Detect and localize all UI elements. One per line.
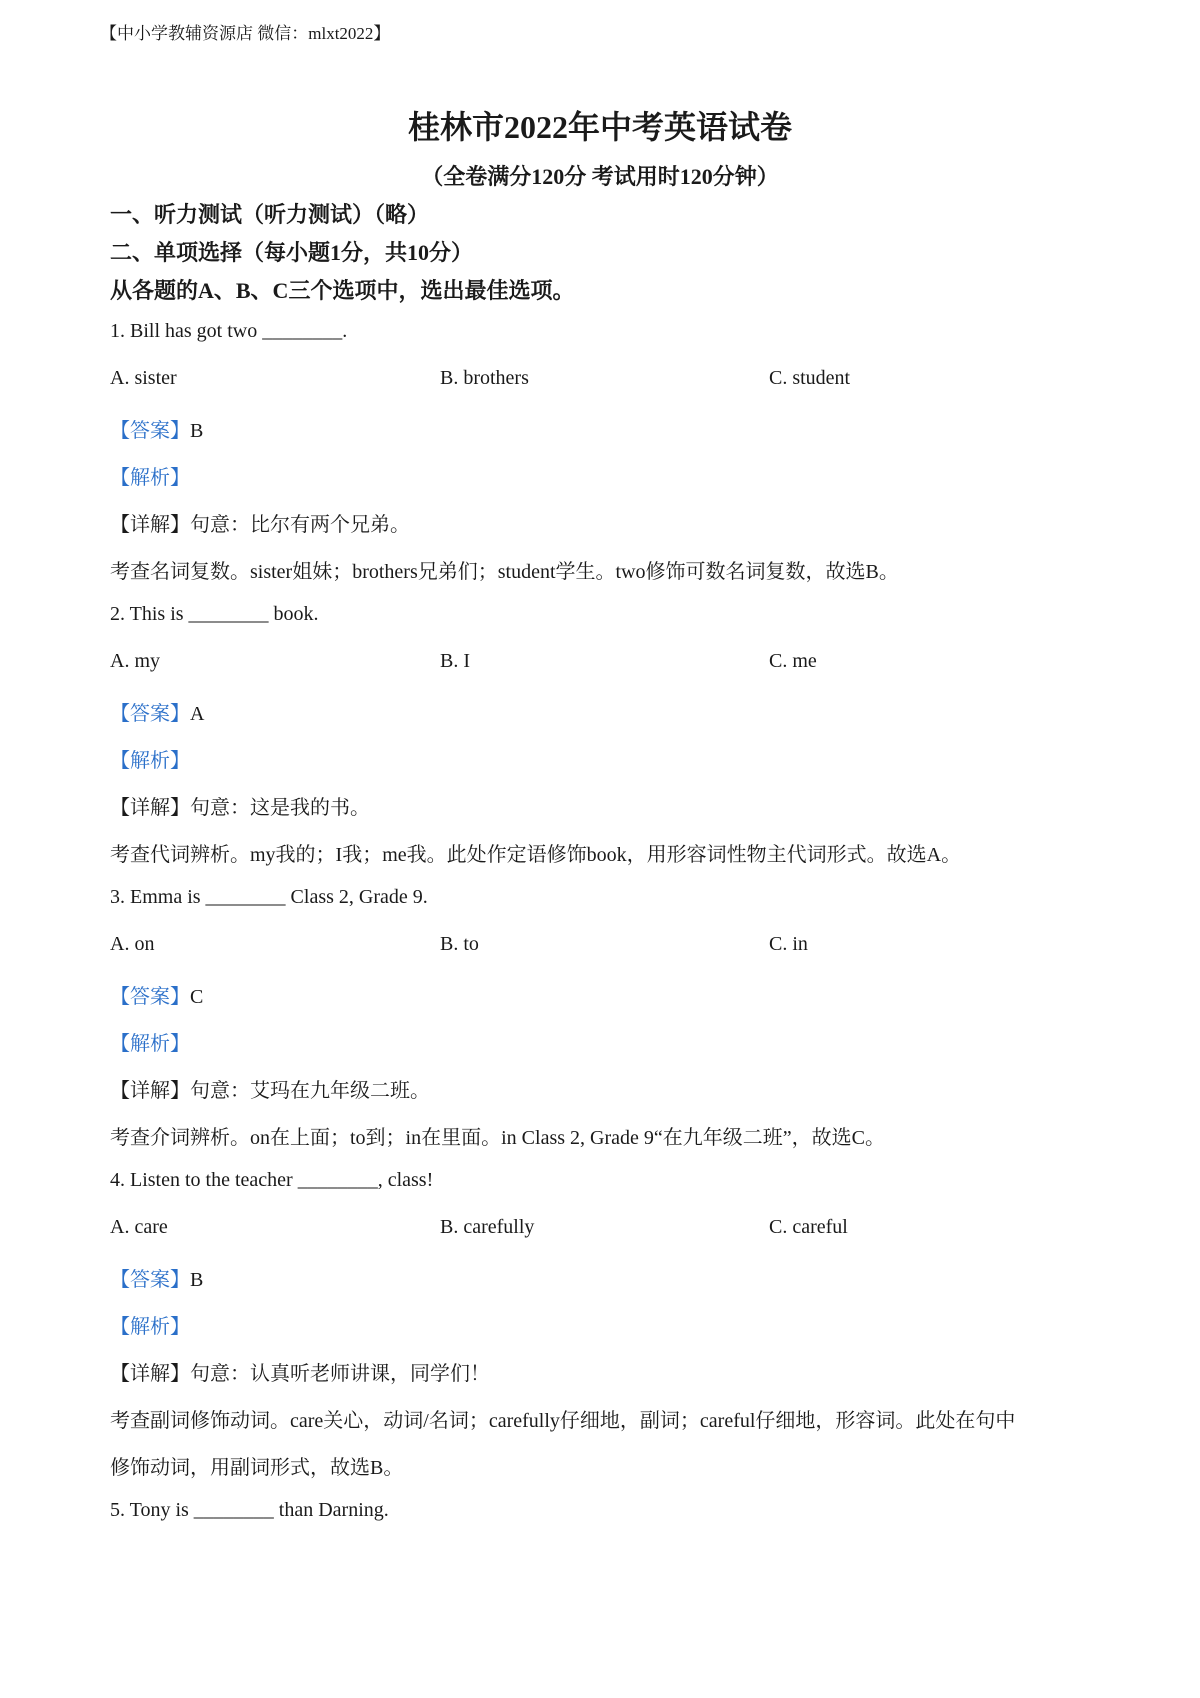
detail-line xyxy=(110,1074,430,1103)
detail-label: 【详解】 xyxy=(110,514,190,536)
analysis-label: 【解析】 xyxy=(110,1316,190,1338)
page-subtitle: （全卷满分120分 考试用时120分钟） xyxy=(421,164,779,189)
detail-line xyxy=(110,508,410,537)
explanation-text: 考查副词修饰动词。care关心，动词/名词；carefully仔细地，副词；careful仔细地，形容词。此处在句中 xyxy=(110,1410,1016,1432)
answer-line xyxy=(110,697,204,726)
detail-line xyxy=(110,791,370,820)
answer-line xyxy=(110,980,203,1009)
answer-label: 【答案】 xyxy=(110,1269,190,1291)
answer-line xyxy=(110,414,203,443)
answer-label: 【答案】 xyxy=(110,420,190,442)
explanation-text: 考查代词辨析。my我的；I我；me我。此处作定语修饰book，用形容词性物主代词形式。故选A。 xyxy=(110,844,962,866)
explanation-text: 考查名词复数。sister姐妹；brothers兄弟们；student学生。two修饰可数名词复数，故选B。 xyxy=(110,561,899,583)
detail-text: 句意：这是我的书。 xyxy=(190,797,370,819)
watermark: 【中小学教辅资源店 微信：mlxt2022】 xyxy=(100,24,391,43)
detail-label: 【详解】 xyxy=(110,1363,190,1385)
question-stem: 4. Listen to the teacher ________, class! xyxy=(110,1169,434,1191)
answer-value: B xyxy=(190,1269,204,1291)
analysis-label: 【解析】 xyxy=(110,1033,190,1055)
analysis-label: 【解析】 xyxy=(110,467,190,489)
option-c: C. student xyxy=(769,367,851,389)
option-a: A. care xyxy=(110,1216,168,1238)
page-title: 桂林市2022年中考英语试卷 xyxy=(407,109,792,145)
option-a: A. sister xyxy=(110,367,177,389)
answer-value: A xyxy=(190,703,205,725)
detail-text: 句意：比尔有两个兄弟。 xyxy=(190,514,410,536)
detail-label: 【详解】 xyxy=(110,1080,190,1102)
option-c: C. careful xyxy=(769,1216,848,1238)
section-instruction: 从各题的A、B、C三个选项中，选出最佳选项。 xyxy=(110,278,575,303)
question-stem: 3. Emma is ________ Class 2, Grade 9. xyxy=(110,886,428,908)
answer-label: 【答案】 xyxy=(110,703,190,725)
question-stem: 2. This is ________ book. xyxy=(110,603,319,625)
detail-text: 句意：认真听老师讲课，同学们！ xyxy=(190,1363,490,1385)
option-b: B. I xyxy=(440,650,470,672)
question-stem: 1. Bill has got two ________. xyxy=(110,320,348,342)
option-b: B. carefully xyxy=(440,1216,535,1238)
answer-value: B xyxy=(190,420,204,442)
option-b: B. to xyxy=(440,933,479,955)
option-a: A. on xyxy=(110,933,155,955)
option-a: A. my xyxy=(110,650,160,672)
explanation-text: 修饰动词，用副词形式，故选B。 xyxy=(110,1457,404,1479)
detail-label: 【详解】 xyxy=(110,797,190,819)
section-single-choice: 二、单项选择（每小题1分，共10分） xyxy=(110,240,474,265)
detail-line xyxy=(110,1357,490,1386)
question-stem: 5. Tony is ________ than Darning. xyxy=(110,1499,389,1521)
answer-label: 【答案】 xyxy=(110,986,190,1008)
option-b: B. brothers xyxy=(440,367,529,389)
answer-line xyxy=(110,1263,203,1292)
answer-value: C xyxy=(190,986,204,1008)
option-c: C. me xyxy=(769,650,817,672)
option-c: C. in xyxy=(769,933,808,955)
explanation-text: 考查介词辨析。on在上面；to到；in在里面。in Class 2, Grade 9“在九年级二班”，故选C。 xyxy=(110,1127,885,1149)
detail-text: 句意：艾玛在九年级二班。 xyxy=(190,1080,430,1102)
section-listening: 一、听力测试（听力测试）（略） xyxy=(110,202,430,227)
analysis-label: 【解析】 xyxy=(110,750,190,772)
